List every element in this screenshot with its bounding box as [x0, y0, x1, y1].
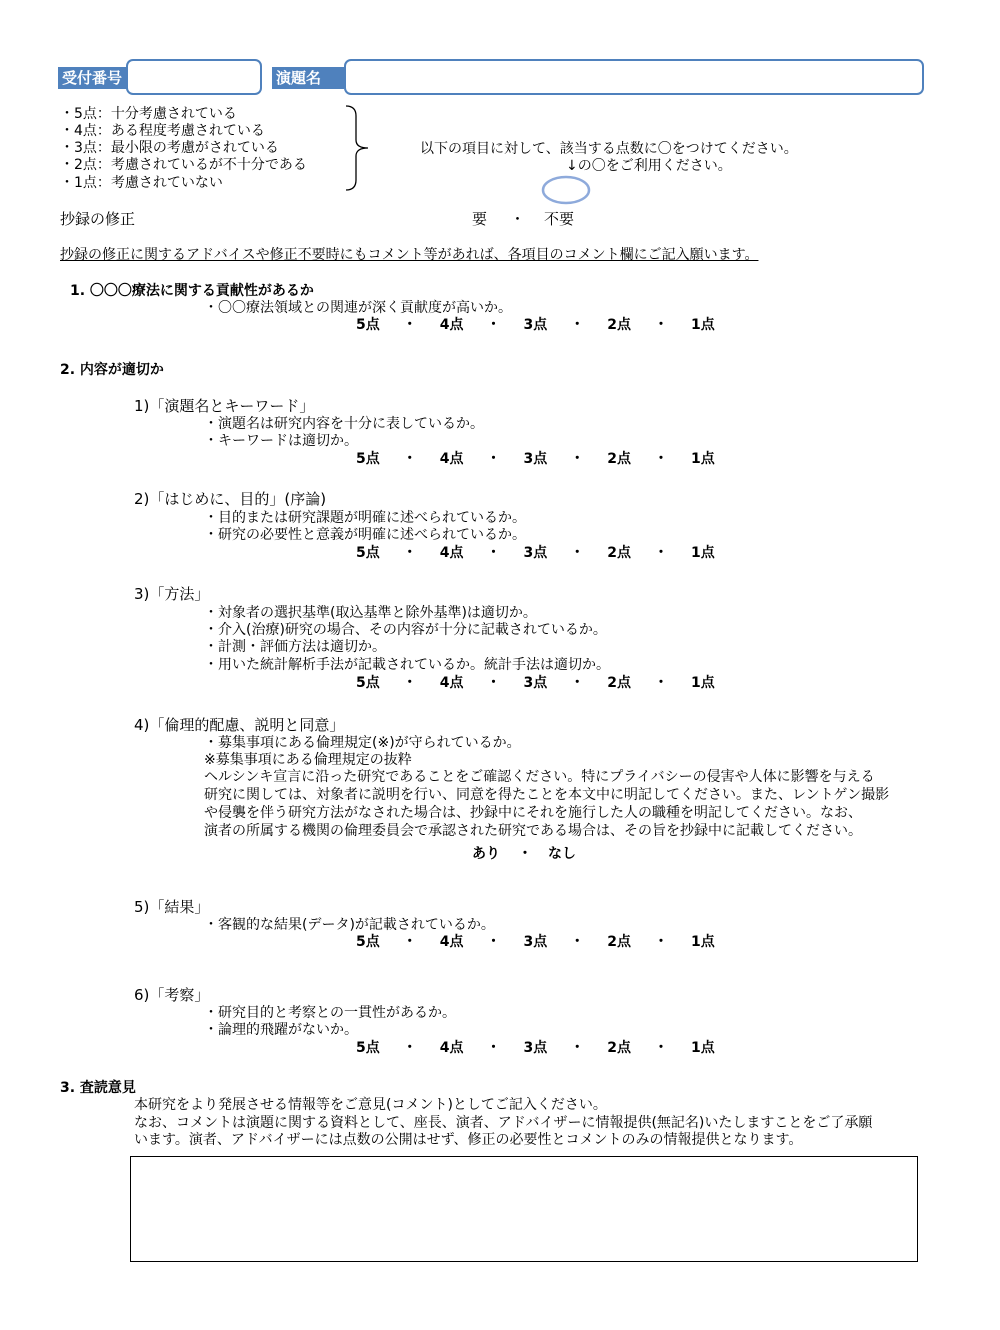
instruction-line-2: ↓の〇をご利用ください。	[566, 158, 732, 174]
rating-separator: ・	[402, 317, 417, 333]
rating-4[interactable]: 4点	[439, 934, 464, 950]
rating-separator: ・	[402, 675, 417, 691]
scale-item-1: ・1点：考慮されていない	[60, 175, 223, 191]
rating-row[interactable]	[356, 1040, 715, 1057]
scale-brace	[344, 104, 374, 192]
rating-1[interactable]: 1点	[691, 317, 715, 333]
rating-row[interactable]	[356, 317, 715, 334]
subsection-2-title: 2)「はじめに、目的」(序論)	[134, 490, 327, 508]
correction-label: 抄録の修正	[60, 210, 136, 228]
subsection-3-point: ・用いた統計解析手法が記載されているか。統計手法は適切か。	[204, 657, 610, 673]
subsection-5-title: 5)「結果」	[134, 898, 210, 916]
subsection-3-point: ・対象者の選択基準(取込基準と除外基準)は適切か。	[204, 605, 537, 621]
rating-separator: ・	[402, 1040, 417, 1056]
rating-separator: ・	[486, 1040, 501, 1056]
rating-separator: ・	[486, 934, 501, 950]
rating-row[interactable]	[356, 934, 715, 951]
subsection-4-title: 4)「倫理的配慮、説明と同意」	[134, 716, 345, 734]
rating-5[interactable]: 5点	[356, 1040, 380, 1056]
ethics-yes[interactable]: あり	[472, 846, 500, 862]
advice-note: 抄録の修正に関するアドバイスや修正不要時にもコメント等があれば、各項目のコメント欄にご記入願います。	[60, 247, 759, 263]
rating-separator: ・	[654, 545, 668, 561]
receipt-number-field[interactable]	[126, 59, 262, 95]
rating-2[interactable]: 2点	[607, 451, 631, 467]
rating-separator: ・	[570, 451, 585, 467]
section-2-title: 2. 内容が適切か	[60, 362, 164, 378]
review-note-line: います。演者、アドバイザーには点数の公開はせず、修正の必要性とコメントのみの情報提供となります。	[134, 1132, 803, 1148]
subsection-1-title: 1)「演題名とキーワード」	[134, 397, 315, 415]
rating-4[interactable]: 4点	[439, 451, 464, 467]
ethics-excerpt-heading: ※募集事項にある倫理規定の抜粋	[204, 752, 412, 768]
rating-4[interactable]: 4点	[439, 317, 464, 333]
section-1-title: 1. 〇〇〇療法に関する貢献性があるか	[70, 283, 314, 299]
rating-separator: ・	[654, 317, 668, 333]
correction-yes[interactable]: 要	[472, 210, 488, 228]
rating-1[interactable]: 1点	[691, 675, 715, 691]
ethics-excerpt-line: 研究に関しては、対象者に説明を行い、同意を得たことを本文中に明記してください。また、レントゲン撮影	[204, 787, 890, 803]
review-note-line: 本研究をより発展させる情報等をご意見(コメント)としてご記入ください。	[134, 1097, 607, 1113]
scale-item-3: ・3点：最小限の考慮がされている	[60, 140, 279, 156]
rating-row[interactable]	[356, 545, 715, 562]
comment-box[interactable]	[130, 1156, 918, 1262]
subsection-6-point: ・論理的飛躍がないか。	[204, 1022, 358, 1038]
rating-2[interactable]: 2点	[607, 545, 631, 561]
ethics-no[interactable]: なし	[548, 846, 576, 862]
rating-separator: ・	[654, 1040, 668, 1056]
subsection-2-point: ・目的または研究課題が明確に述べられているか。	[204, 510, 526, 526]
rating-separator: ・	[570, 1040, 585, 1056]
ethics-excerpt-line: 演者の所属する機関の倫理委員会で承認された研究である場合は、その旨を抄録中に記載してください。	[204, 823, 862, 839]
rating-3[interactable]: 3点	[523, 317, 548, 333]
rating-5[interactable]: 5点	[356, 675, 380, 691]
rating-3[interactable]: 3点	[523, 545, 548, 561]
rating-2[interactable]: 2点	[607, 317, 631, 333]
rating-row[interactable]	[356, 451, 715, 468]
rating-5[interactable]: 5点	[356, 451, 380, 467]
subsection-3-point: ・計測・評価方法は適切か。	[204, 639, 386, 655]
receipt-number-label: 受付番号	[58, 67, 128, 89]
rating-separator: ・	[570, 934, 585, 950]
section-3-title: 3. 査読意見	[60, 1080, 136, 1096]
subsection-1-point: ・演題名は研究内容を十分に表しているか。	[204, 416, 484, 432]
scale-item-5: ・5点：十分考慮されている	[60, 106, 237, 122]
review-note-line: なお、コメントは演題に関する資料として、座長、演者、アドバイザーに情報提供(無記名)いたしますことをご了承願	[134, 1115, 873, 1131]
ethics-separator: ・	[518, 846, 532, 862]
scale-item-4: ・4点：ある程度考慮されている	[60, 123, 265, 139]
rating-3[interactable]: 3点	[523, 1040, 548, 1056]
title-label: 演題名	[272, 67, 344, 89]
subsection-3-title: 3)「方法」	[134, 585, 210, 603]
correction-separator: ・	[510, 210, 526, 228]
subsection-1-point: ・キーワードは適切か。	[204, 433, 358, 449]
rating-separator: ・	[486, 675, 501, 691]
rating-separator: ・	[402, 451, 417, 467]
rating-4[interactable]: 4点	[439, 1040, 464, 1056]
subsection-4-point: ・募集事項にある倫理規定(※)が守られているか。	[204, 735, 521, 751]
rating-separator: ・	[402, 545, 417, 561]
rating-separator: ・	[654, 934, 668, 950]
rating-2[interactable]: 2点	[607, 675, 631, 691]
rating-separator: ・	[570, 675, 585, 691]
rating-row[interactable]	[356, 675, 715, 692]
subsection-6-point: ・研究目的と考察との一貫性があるか。	[204, 1005, 456, 1021]
rating-1[interactable]: 1点	[691, 545, 715, 561]
ethics-excerpt-line: や侵襲を伴う研究方法がなされた場合は、抄録中にそれを施行した人の職種を明記してください。なお、	[204, 805, 862, 821]
subsection-5-point: ・客観的な結果(データ)が記載されているか。	[204, 917, 495, 933]
rating-separator: ・	[402, 934, 417, 950]
rating-separator: ・	[486, 317, 501, 333]
rating-separator: ・	[654, 675, 668, 691]
section-1-point: ・〇〇療法領域との関連が深く貢献度が高いか。	[204, 300, 512, 316]
ethics-excerpt-line: ヘルシンキ宣言に沿った研究であることをご確認ください。特にプライバシーの侵害や人体に影響を与える	[204, 769, 875, 785]
subsection-2-point: ・研究の必要性と意義が明確に述べられているか。	[204, 527, 526, 543]
rating-5[interactable]: 5点	[356, 317, 380, 333]
rating-5[interactable]: 5点	[356, 545, 380, 561]
rating-2[interactable]: 2点	[607, 1040, 631, 1056]
rating-separator: ・	[570, 317, 585, 333]
rating-3[interactable]: 3点	[523, 934, 548, 950]
rating-separator: ・	[486, 545, 501, 561]
rating-1[interactable]: 1点	[691, 1040, 715, 1056]
subsection-3-point: ・介入(治療)研究の場合、その内容が十分に記載されているか。	[204, 622, 607, 638]
subsection-6-title: 6)「考察」	[134, 986, 210, 1004]
circle-marker[interactable]	[540, 174, 592, 206]
rating-separator: ・	[654, 451, 668, 467]
rating-separator: ・	[486, 451, 501, 467]
instruction-line-1: 以下の項目に対して、該当する点数に〇をつけてください。	[420, 141, 798, 157]
rating-5[interactable]: 5点	[356, 934, 380, 950]
rating-1[interactable]: 1点	[691, 934, 715, 950]
title-field[interactable]	[344, 59, 924, 95]
scale-item-2: ・2点：考慮されているが不十分である	[60, 157, 307, 173]
rating-4[interactable]: 4点	[439, 675, 464, 691]
rating-separator: ・	[570, 545, 585, 561]
correction-no[interactable]: 不要	[544, 210, 575, 228]
rating-2[interactable]: 2点	[607, 934, 631, 950]
rating-3[interactable]: 3点	[523, 451, 548, 467]
rating-4[interactable]: 4点	[439, 545, 464, 561]
rating-1[interactable]: 1点	[691, 451, 715, 467]
rating-3[interactable]: 3点	[523, 675, 548, 691]
